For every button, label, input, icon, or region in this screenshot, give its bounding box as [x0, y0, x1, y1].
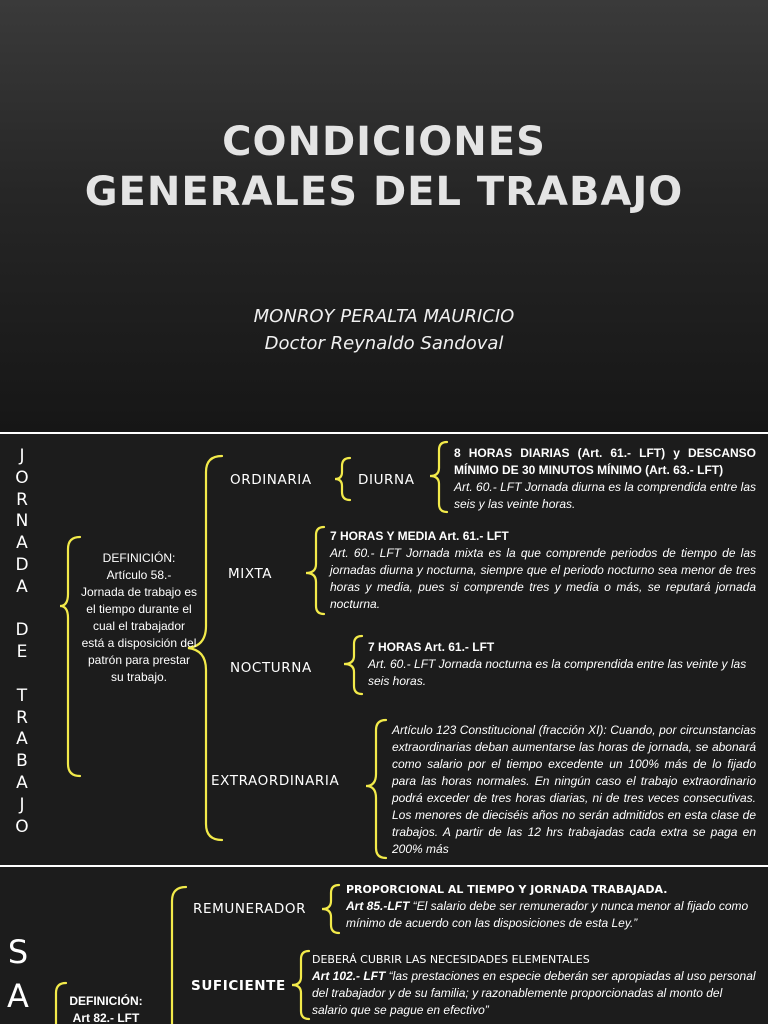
salario-definition-article: Art 82.- LFT [72, 1011, 140, 1024]
nocturna-note-body: Art. 60.- LFT Jornada nocturna es la comprendida entre las veinte y las seis horas. [368, 657, 747, 688]
remunerador-note-ref: Art 85.-LFT [346, 899, 410, 913]
suficiente-brace [292, 951, 309, 1019]
vertical-letter: T [16, 685, 28, 706]
vertical-letter: D [15, 620, 29, 641]
title-slide [0, 0, 768, 432]
vertical-letter: O [15, 816, 29, 837]
branch-diurna: DIURNA [358, 472, 415, 488]
remunerador-note-body: “El salario debe ser remunerador y nunca menor al fijado como mínimo de acuerdo con las disposiciones de esta Ley.” [346, 899, 749, 930]
vertical-letter: A [16, 729, 28, 750]
branch-nocturna: NOCTURNA [230, 660, 312, 676]
extraordinaria-note [392, 722, 756, 858]
definition-box [80, 550, 198, 686]
salario-slide [0, 867, 768, 1024]
author-line-1: MONROY PERALTA MAURICIO [253, 306, 515, 327]
suficiente-note-ref: Art 102.- LFT [312, 969, 386, 983]
slide-authors [0, 303, 768, 357]
vertical-letter: J [19, 446, 25, 466]
jornada-slide [0, 434, 768, 865]
branch-extraordinaria: EXTRAORDINARIA [211, 773, 340, 789]
vertical-letter: E [16, 642, 28, 663]
suficiente-note [312, 951, 758, 1019]
vertical-letter: A [16, 533, 28, 554]
extraordinaria-brace [366, 720, 386, 858]
suficiente-note-body: “las prestaciones en especie deberán ser apropiadas al uso personal del trabajador y de su familia; y razonablemente proporcionadas al monto del salario que se pague en efectivo” [312, 969, 756, 1017]
salario-main-brace [172, 887, 186, 1024]
definition-heading: DEFINICIÓN: [102, 551, 176, 565]
mixta-note [330, 528, 756, 613]
mixta-brace [306, 527, 324, 614]
title-line-1: CONDICIONES [222, 119, 546, 165]
branch-ordinaria: ORDINARIA [230, 472, 312, 488]
diurna-note-body: Art. 60.- LFT Jornada diurna es la comprendida entre las seis y las veinte horas. [454, 480, 756, 511]
author-line-2: Doctor Reynaldo Sandoval [264, 333, 504, 354]
extraordinaria-note-body: Artículo 123 Constitucional (fracción XI): Cuando, por circunstancias extraordinarias deban aumentarse las horas de jornada, se abonará como salario por el tiempo excedente un 100% más de lo fijado para las horas normales. En ningún caso el trabajo extraordinario podrá exceder de tres horas diarias, ni de tres veces consecutivas. Los menores de dieciséis años no serán admitidos en esta clase de trabajos. A partir de las 12 hrs trabajadas cada extra se paga en 200% más [392, 723, 756, 856]
definition-brace [60, 537, 80, 776]
vertical-letter: S [7, 933, 29, 971]
vertical-letter: D [15, 555, 29, 575]
vertical-letter: A [7, 977, 29, 1015]
slide-title [0, 117, 768, 217]
nocturna-note [368, 639, 758, 690]
vertical-letter: N [15, 511, 29, 532]
vertical-letter: J [19, 794, 25, 815]
nocturna-note-heading: 7 HORAS Art. 61.- LFT [368, 640, 495, 654]
definition-article: Artículo 58.- [106, 568, 172, 582]
nocturna-brace [344, 636, 362, 694]
vertical-letter: B [16, 751, 28, 772]
salario-definition-box [60, 993, 152, 1024]
title-line-2: GENERALES DEL TRABAJO [84, 169, 684, 215]
diurna-note [454, 445, 756, 513]
definition-body: Jornada de trabajo es el tiempo durante el cual el trabajador está a disposición del patrón para prestar su trabajo. [80, 585, 198, 684]
branch-mixta: MIXTA [228, 566, 273, 582]
diurna-note-heading: 8 HORAS DIARIAS (Art. 61.- LFT) y DESCANSO MÍNIMO DE 30 MINUTOS MÍNIMO (Art. 63.- LFT) [454, 446, 756, 477]
vertical-letter: A [16, 576, 28, 597]
suficiente-note-heading: DEBERÁ CUBRIR LAS NECESIDADES ELEMENTALES [312, 953, 590, 966]
vertical-letter: O [15, 467, 29, 488]
diurna-brace [430, 442, 447, 512]
remunerador-note [346, 881, 758, 932]
salario-definition-heading: DEFINICIÓN: [69, 994, 143, 1008]
remunerador-note-heading: PROPORCIONAL AL TIEMPO Y JORNADA TRABAJADA. [346, 883, 668, 896]
vertical-letter: R [16, 489, 28, 510]
remunerador-brace [322, 885, 339, 933]
branch-suficiente: SUFICIENTE [191, 978, 286, 994]
vertical-letter: R [16, 707, 28, 728]
vertical-letter: A [16, 773, 28, 793]
mixta-note-heading: 7 HORAS Y MEDIA Art. 61.- LFT [330, 529, 509, 543]
mixta-note-body: Art. 60.- LFT Jornada mixta es la que comprende periodos de tiempo de las jornadas diurna y nocturna, siempre que el periodo nocturno sea menor de tres horas y media, pues si comprende tres y media o más, se reputará jornada nocturna. [330, 546, 756, 611]
ordinaria-brace [335, 458, 350, 500]
branch-remunerador: REMUNERADOR [193, 901, 307, 917]
